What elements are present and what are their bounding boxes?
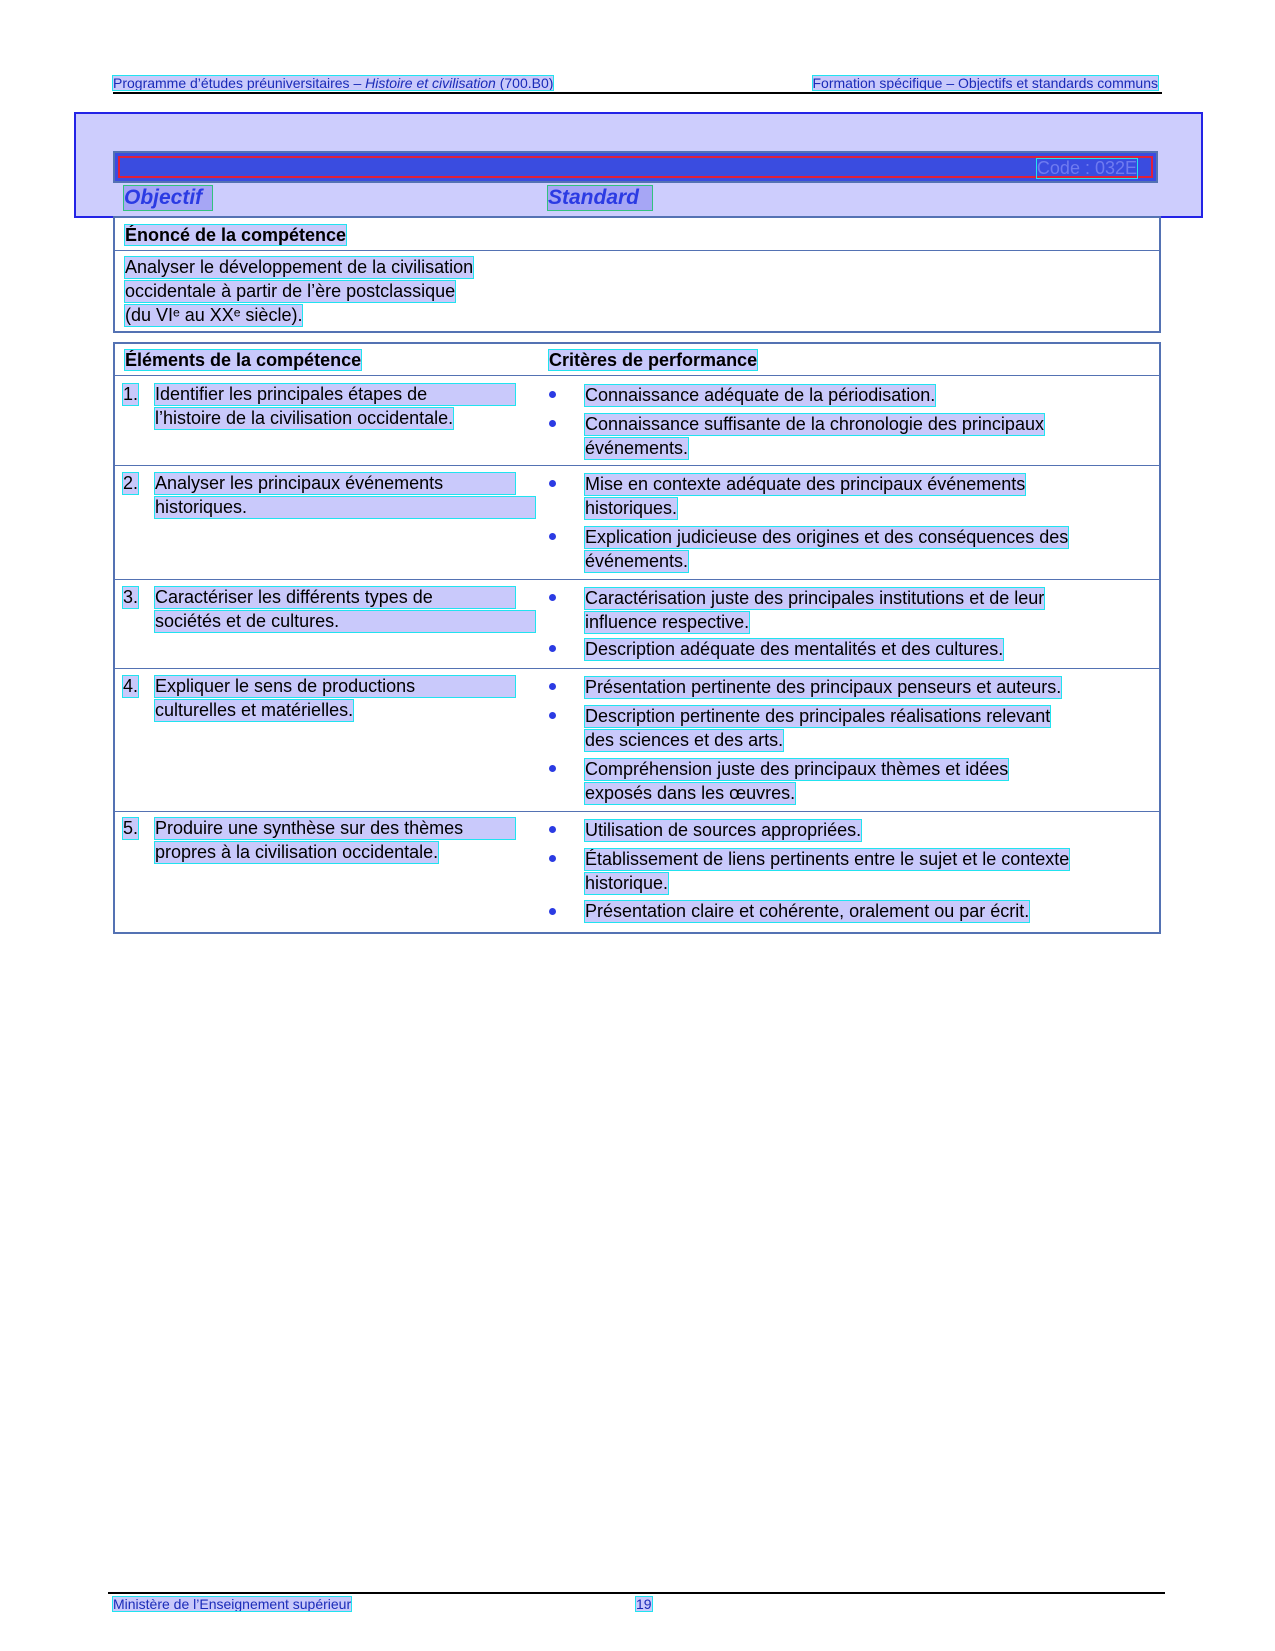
- page-number: 19: [636, 1596, 652, 1612]
- element-line: Expliquer le sens de productions: [155, 676, 515, 697]
- bullet-icon: [549, 765, 556, 772]
- bullet-icon: [549, 908, 556, 915]
- element-row-1: [115, 376, 1159, 466]
- bullet-icon: [549, 645, 556, 652]
- element-line: sociétés et de cultures.: [155, 611, 535, 632]
- bullet-icon: [549, 480, 556, 487]
- bullet-icon: [549, 826, 556, 833]
- objectif-title: Objectif: [124, 186, 212, 210]
- criterion-line: Description pertinente des principales réalisations relevant: [585, 706, 1051, 726]
- footer-ministry: Ministère de l’Enseignement supérieur: [113, 1596, 352, 1612]
- element-line: historiques.: [155, 497, 535, 518]
- enonce-line: occidentale à partir de l’ère postclassique: [125, 281, 456, 301]
- element-number: 1.: [123, 384, 139, 404]
- enonce-header-row: [115, 218, 1159, 251]
- criterion-line: Caractérisation juste des principales institutions et de leur: [585, 588, 1045, 608]
- code-panel: [74, 112, 1203, 218]
- criterion-line: événements.: [585, 438, 689, 458]
- criterion-line: exposés dans les œuvres.: [585, 783, 796, 803]
- criterion-line: influence respective.: [585, 612, 750, 632]
- running-header: [113, 76, 1162, 94]
- bullet-icon: [549, 855, 556, 862]
- enonce-line: (du VIᵉ au XXᵉ siècle).: [125, 305, 303, 325]
- element-line: Analyser les principaux événements: [155, 473, 515, 494]
- enonce-body-row: [115, 251, 1159, 331]
- criterion-line: Mise en contexte adéquate des principaux événements: [585, 474, 1026, 494]
- bullet-icon: [549, 683, 556, 690]
- element-number: 3.: [123, 587, 139, 607]
- element-line: Produire une synthèse sur des thèmes: [155, 818, 515, 839]
- competency-code: Code : 032E: [1036, 158, 1137, 178]
- enonce-line: Analyser le développement de la civilisation: [125, 257, 474, 277]
- element-row-4: [115, 669, 1159, 812]
- criterion-line: Présentation pertinente des principaux penseurs et auteurs.: [585, 677, 1062, 697]
- section-label: Formation spécifique – Objectifs et standards communs: [812, 75, 1158, 91]
- element-row-2: [115, 466, 1159, 580]
- footer-rule: [108, 1592, 1165, 1594]
- criterion-line: Utilisation de sources appropriées.: [585, 820, 862, 840]
- code-bar-frame: [118, 156, 1153, 178]
- enonce-heading: Énoncé de la compétence: [125, 225, 347, 245]
- criterion-line: Connaissance adéquate de la périodisation.: [585, 385, 936, 405]
- bullet-icon: [549, 420, 556, 427]
- code-bar: [113, 151, 1158, 183]
- criterion-line: Présentation claire et cohérente, oralement ou par écrit.: [585, 901, 1030, 921]
- criterion-line: historiques.: [585, 498, 678, 518]
- elements-header-row: [115, 344, 1159, 376]
- element-line: propres à la civilisation occidentale.: [155, 842, 439, 862]
- criterion-line: Établissement de liens pertinents entre le sujet et le contexte: [585, 849, 1070, 869]
- element-number: 4.: [123, 676, 139, 696]
- elements-table: [113, 342, 1161, 934]
- criterion-line: Connaissance suffisante de la chronologie des principaux: [585, 414, 1044, 434]
- enonce-table: [113, 216, 1161, 333]
- element-line: culturelles et matérielles.: [155, 700, 354, 720]
- element-number: 2.: [123, 473, 139, 493]
- elements-heading: Éléments de la compétence: [125, 350, 362, 370]
- criterion-line: des sciences et des arts.: [585, 730, 784, 750]
- element-line: Caractériser les différents types de: [155, 587, 515, 608]
- criterion-line: Description adéquate des mentalités et des cultures.: [585, 639, 1004, 659]
- element-line: l’histoire de la civilisation occidentale.: [155, 408, 454, 428]
- bullet-icon: [549, 712, 556, 719]
- element-number: 5.: [123, 818, 139, 838]
- criterion-line: historique.: [585, 873, 669, 893]
- criterion-line: événements.: [585, 551, 689, 571]
- element-row-3: [115, 580, 1159, 669]
- bullet-icon: [549, 391, 556, 398]
- element-line: Identifier les principales étapes de: [155, 384, 515, 405]
- bullet-icon: [549, 533, 556, 540]
- criterion-line: Explication judicieuse des origines et des conséquences des: [585, 527, 1069, 547]
- standard-title: Standard: [548, 186, 652, 210]
- program-label: Programme d’études préuniversitaires – Histoire et civilisation (700.B0): [113, 75, 554, 91]
- bullet-icon: [549, 594, 556, 601]
- criteres-heading: Critères de performance: [549, 350, 758, 370]
- element-row-5: [115, 812, 1159, 932]
- criterion-line: Compréhension juste des principaux thèmes et idées: [585, 759, 1009, 779]
